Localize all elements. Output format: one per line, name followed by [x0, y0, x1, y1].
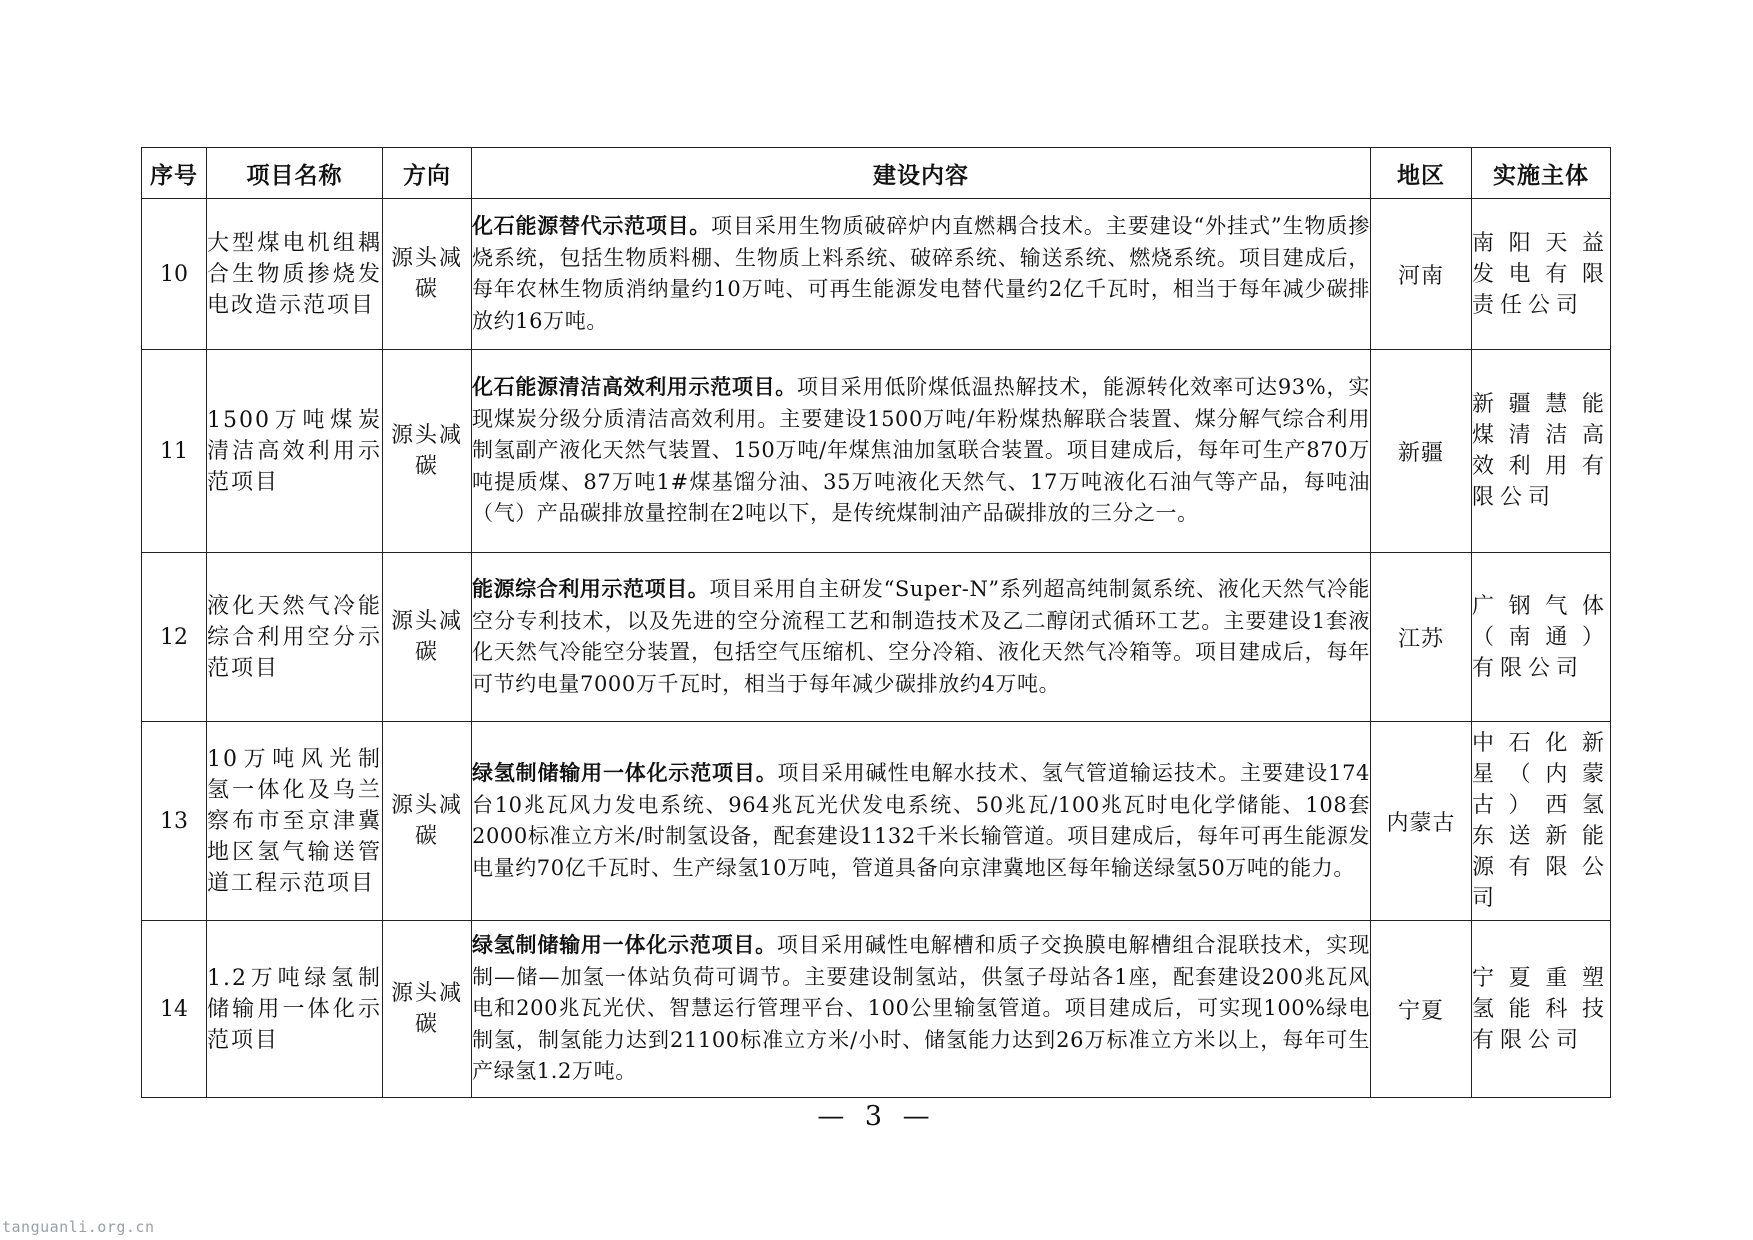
row-region: 宁夏 [1371, 921, 1472, 1098]
table-row [142, 921, 1611, 1098]
row-entity: 南阳天益发电有限责任公司 [1472, 199, 1611, 350]
header-direction: 方向 [383, 148, 472, 199]
row-seq: 10 [142, 199, 207, 350]
watermark-url: tanguanli.org.cn [2, 1218, 155, 1236]
row-project-name: 1.2万吨绿氢制储输用一体化示范项目 [207, 921, 383, 1098]
row-project-name: 10万吨风光制氢一体化及乌兰察布市至京津冀地区氢气输送管道工程示范项目 [207, 722, 383, 921]
row-project-name: 大型煤电机组耦合生物质掺烧发电改造示范项目 [207, 199, 383, 350]
row-content-lead: 能源综合利用示范项目。 [472, 577, 710, 601]
projects-table [141, 147, 1611, 1098]
row-region: 内蒙古 [1371, 722, 1472, 921]
row-content-body: 项目采用低阶煤低温热解技术，能源转化效率可达93%，实现煤炭分级分质清洁高效利用。主要建设1500万吨/年粉煤热解联合装置、煤分解气综合利用制氢副产液化天然气装置、150万吨/年煤焦油加氢联合装置。项目建成后，每年可生产870万吨提质煤、87万吨1#煤基馏分油、35万吨液化天然气、17万吨液化石油气等产品，每吨油（气）产品碳排放量控制在2吨以下，是传统煤制油产品碳排放的三分之一。 [472, 375, 1371, 526]
row-content-body: 项目采用自主研发“Super-N”系列超高纯制氮系统、液化天然气冷能空分专利技术，以及先进的空分流程工艺和制造技术及乙二醇闭式循环工艺。主要建设1套液化天然气冷能空分装置，包括空气压缩机、空分冷箱、液化天然气冷箱等。项目建成后，每年可节约电量7000万千瓦时，相当于每年减少碳排放约4万吨。 [472, 577, 1370, 696]
row-seq: 13 [142, 722, 207, 921]
row-content-body: 项目采用碱性电解水技术、氢气管道输运技术。主要建设174台10兆瓦风力发电系统、964兆瓦光伏发电系统、50兆瓦/100兆瓦时电化学储能、108套2000标准立方米/时制氢设备，配套建设1132千米长输管道。项目建成后，每年可再生能源发电量约70亿千瓦时、生产绿氢10万吨，管道具备向京津冀地区每年输送绿氢50万吨的能力。 [472, 761, 1370, 880]
header-seq: 序号 [142, 148, 207, 199]
row-seq: 14 [142, 921, 207, 1098]
row-entity: 宁夏重塑氢能科技有限公司 [1472, 921, 1611, 1098]
row-region: 河南 [1371, 199, 1472, 350]
row-content-body: 项目采用碱性电解槽和质子交换膜电解槽组合混联技术，实现制—储—加氢一体站负荷可调节。主要建设制氢站，供氢子母站各1座，配套建设200兆瓦风电和200兆瓦光伏、智慧运行管理平台、100公里输氢管道。项目建成后，可实现100%绿电制氢，制氢能力达到21100标准立方米/小时、储氢能力达到26万标准立方米以上，每年可生产绿氢1.2万吨。 [472, 933, 1370, 1084]
row-seq: 11 [142, 350, 207, 553]
table-header-row [142, 148, 1611, 199]
row-direction: 源头减碳 [383, 722, 472, 921]
page-number: — 3 — [817, 1101, 936, 1132]
header-content: 建设内容 [472, 148, 1371, 199]
header-entity: 实施主体 [1472, 148, 1611, 199]
row-content-lead: 化石能源替代示范项目。 [472, 214, 712, 238]
row-seq: 12 [142, 553, 207, 722]
row-entity: 中石化新星（内蒙古）西氢东送新能源有限公司 [1472, 722, 1611, 921]
row-project-name: 1500万吨煤炭清洁高效利用示范项目 [207, 350, 383, 553]
row-direction: 源头减碳 [383, 921, 472, 1098]
row-content-lead: 绿氢制储输用一体化示范项目。 [472, 933, 777, 958]
row-content-lead: 绿氢制储输用一体化示范项目。 [472, 761, 778, 785]
row-content [472, 350, 1371, 553]
row-region: 新疆 [1371, 350, 1472, 553]
row-content [472, 553, 1371, 722]
table-row [142, 722, 1611, 921]
row-content-body: 项目采用生物质破碎炉内直燃耦合技术。主要建设“外挂式”生物质掺烧系统，包括生物质料棚、生物质上料系统、破碎系统、输送系统、燃烧系统。项目建成后，每年农林生物质消纳量约10万吨、可再生能源发电替代量约2亿千瓦时，相当于每年减少碳排放约16万吨。 [472, 214, 1370, 333]
row-direction: 源头减碳 [383, 199, 472, 350]
row-region: 江苏 [1371, 553, 1472, 722]
table-row [142, 553, 1611, 722]
table-row [142, 199, 1611, 350]
row-content-lead: 化石能源清洁高效利用示范项目。 [472, 375, 797, 400]
row-entity: 广钢气体（南通）有限公司 [1472, 553, 1611, 722]
row-project-name: 液化天然气冷能综合利用空分示范项目 [207, 553, 383, 722]
row-direction: 源头减碳 [383, 350, 472, 553]
row-entity: 新疆慧能煤清洁高效利用有限公司 [1472, 350, 1611, 553]
row-content [472, 722, 1371, 921]
row-direction: 源头减碳 [383, 553, 472, 722]
table-row [142, 350, 1611, 553]
row-content [472, 921, 1371, 1098]
row-content [472, 199, 1371, 350]
header-region: 地区 [1371, 148, 1472, 199]
header-name: 项目名称 [207, 148, 383, 199]
